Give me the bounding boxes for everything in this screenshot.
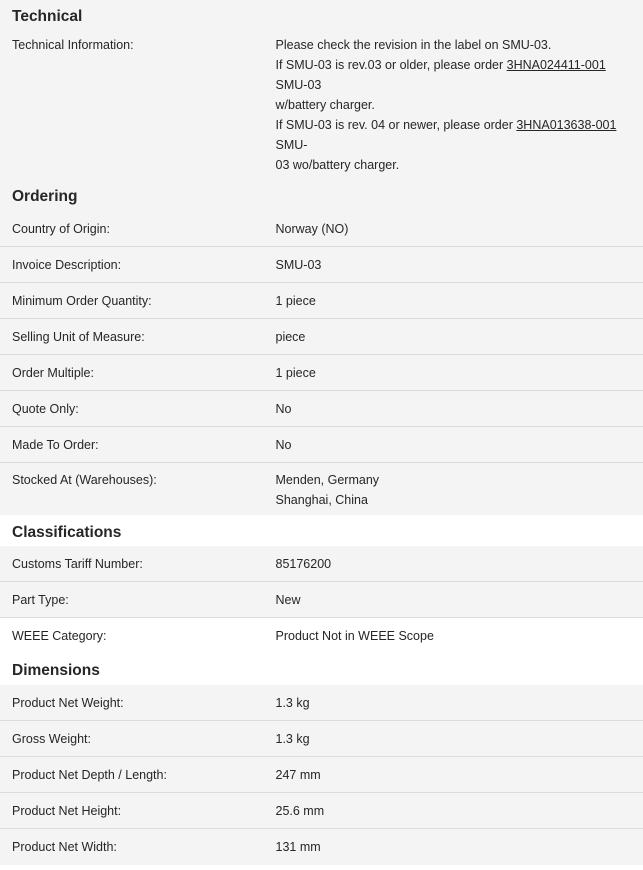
row-label: Stocked At (Warehouses): <box>12 473 157 487</box>
table-row <box>0 829 643 865</box>
row-value <box>276 35 643 178</box>
row-label: Minimum Order Quantity: <box>12 293 152 308</box>
dimensions-section <box>0 653 643 865</box>
row-label: Country of Origin: <box>12 221 110 236</box>
table-row <box>0 391 643 427</box>
table-row <box>0 247 643 283</box>
row-value: 85176200 <box>275 556 332 571</box>
row-label: Made To Order: <box>12 437 99 452</box>
row-label: Product Net Height: <box>12 803 122 818</box>
technical-line-6: SMU- <box>275 138 308 152</box>
row-value <box>276 470 643 515</box>
technical-info-row <box>0 30 643 178</box>
row-value: 25.6 mm <box>275 803 325 818</box>
row-label: Product Net Depth / Length: <box>12 767 167 782</box>
section-title-classifications: Classifications <box>0 515 643 546</box>
table-row <box>0 618 643 653</box>
technical-line-2-text: If SMU-03 is rev.03 or older, please order <box>275 58 507 72</box>
technical-section <box>0 0 643 178</box>
technical-line-5-text: If SMU-03 is rev. 04 or newer, please order <box>275 118 517 132</box>
row-value: No <box>275 437 292 452</box>
row-label: Order Multiple: <box>12 365 94 380</box>
row-value: Product Not in WEEE Scope <box>275 628 434 643</box>
table-row <box>0 463 643 515</box>
table-row <box>0 721 643 757</box>
warehouse-2: Shanghai, China <box>275 493 368 507</box>
table-row <box>0 355 643 391</box>
technical-line-4: w/battery charger. <box>275 98 375 112</box>
row-value: 1.3 kg <box>275 695 310 710</box>
technical-line-5 <box>276 115 638 135</box>
classifications-section <box>0 515 643 653</box>
table-row <box>0 211 643 247</box>
section-title-technical: Technical <box>0 0 643 30</box>
row-value: 1 piece <box>275 365 316 380</box>
row-value: New <box>275 592 301 607</box>
row-label: Quote Only: <box>12 401 79 416</box>
row-value: 1 piece <box>275 293 316 308</box>
technical-line-3: SMU-03 <box>275 78 322 92</box>
row-value: 247 mm <box>275 767 321 782</box>
part-link-3hna024411[interactable]: 3HNA024411-001 <box>506 58 606 72</box>
table-row <box>0 793 643 829</box>
technical-line-7: 03 wo/battery charger. <box>275 158 400 172</box>
row-label: Product Net Weight: <box>12 695 124 710</box>
table-row <box>0 427 643 463</box>
part-link-3hna013638[interactable]: 3HNA013638-001 <box>516 118 617 132</box>
table-row <box>0 283 643 319</box>
technical-line-1: Please check the revision in the label on SMU-03. <box>275 38 552 52</box>
row-value: SMU-03 <box>275 257 322 272</box>
row-label: Gross Weight: <box>12 731 91 746</box>
row-value: 1.3 kg <box>275 731 310 746</box>
row-value: piece <box>275 329 306 344</box>
row-label: Product Net Width: <box>12 840 117 854</box>
section-title-dimensions: Dimensions <box>0 653 643 685</box>
row-value: 131 mm <box>275 840 321 854</box>
technical-line-2 <box>276 55 638 75</box>
warehouse-1: Menden, Germany <box>275 473 380 487</box>
table-row <box>0 757 643 793</box>
row-label: Technical Information: <box>12 38 134 52</box>
row-label: Part Type: <box>12 592 69 607</box>
table-row <box>0 319 643 355</box>
row-value: Norway (NO) <box>275 221 349 236</box>
row-label: WEEE Category: <box>12 628 107 643</box>
row-label: Customs Tariff Number: <box>12 556 143 571</box>
table-row <box>0 546 643 582</box>
table-row <box>0 685 643 721</box>
ordering-section <box>0 178 643 515</box>
section-title-ordering: Ordering <box>0 178 643 211</box>
table-row <box>0 582 643 618</box>
row-label: Invoice Description: <box>12 257 122 272</box>
row-label: Selling Unit of Measure: <box>12 329 145 344</box>
row-value: No <box>275 401 292 416</box>
